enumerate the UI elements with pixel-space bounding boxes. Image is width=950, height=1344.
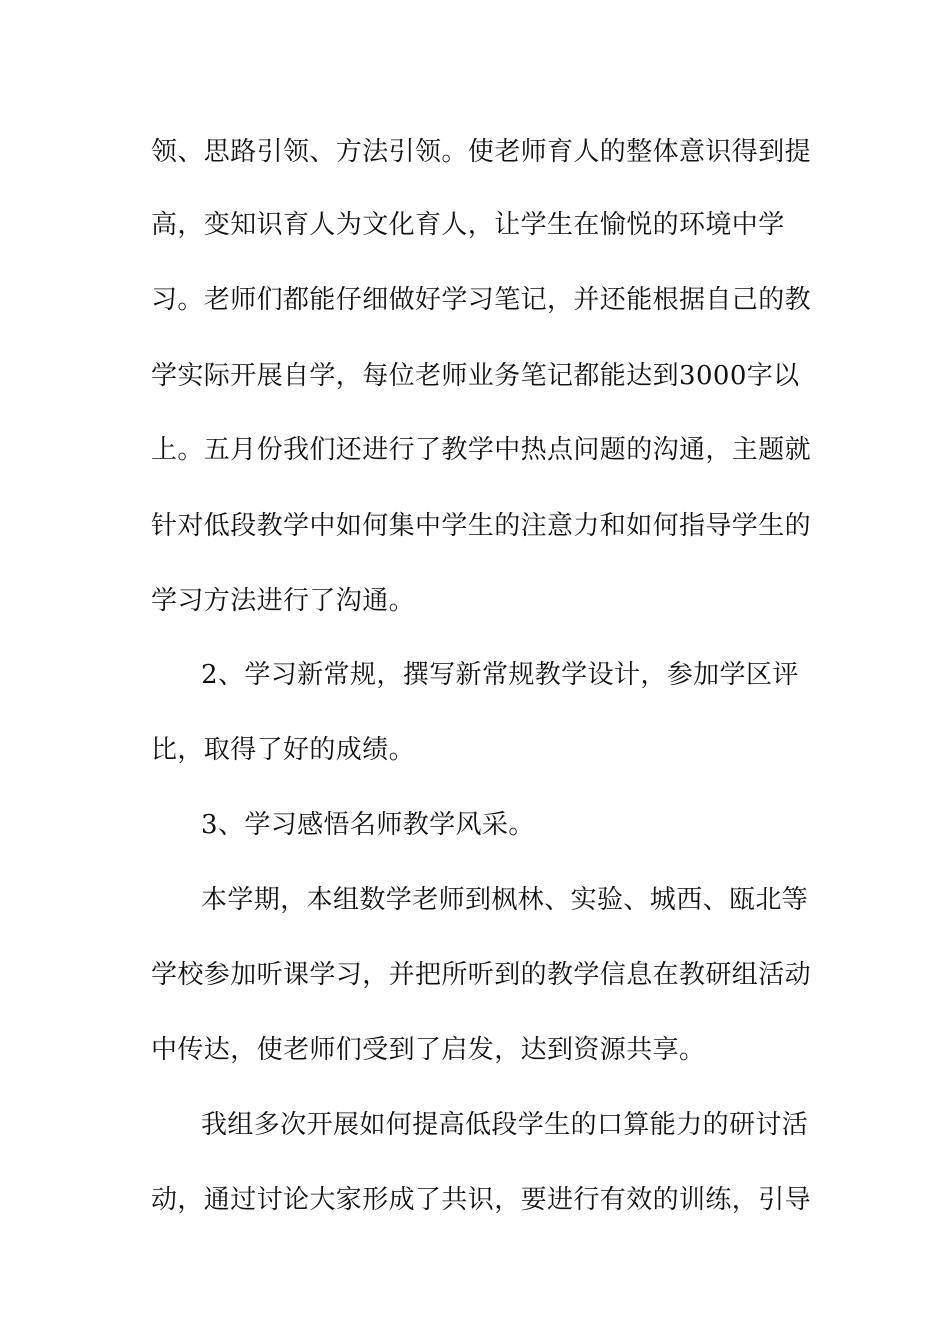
paragraph-first-line: 3、学习感悟名师教学风采。 (201, 810, 535, 840)
text-line: 针对低段教学中如何集中学生的注意力和如何指导学生的 (151, 511, 812, 541)
text-line: 学习方法进行了沟通。 (151, 586, 416, 616)
text-line: 领、思路引领、方法引领。使老师育人的整体意识得到提 (151, 137, 812, 167)
text-line: 学校参加听课学习，并把所听到的教学信息在教研组活动 (151, 960, 812, 990)
text-line: 中传达，使老师们受到了启发，达到资源共享。 (151, 1035, 706, 1065)
text-line: 动，通过讨论大家形成了共识，要进行有效的训练，引导 (151, 1185, 812, 1215)
paragraph-first-line: 本学期，本组数学老师到枫林、实验、城西、瓯北等 (201, 885, 809, 915)
paragraph-first-line: 2、学习新常规，撰写新常规教学设计，参加学区评 (201, 660, 799, 690)
text-line: 上。五月份我们还进行了教学中热点问题的沟通，主题就 (151, 435, 812, 465)
text-line: 比，取得了好的成绩。 (151, 735, 416, 765)
text-line: 习。老师们都能仔细做好学习笔记，并还能根据自己的教 (151, 285, 812, 315)
text-line: 高，变知识育人为文化育人，让学生在愉悦的环境中学 (151, 210, 785, 240)
text-line: 学实际开展自学，每位老师业务笔记都能达到3000字以 (151, 361, 800, 391)
paragraph-first-line: 我组多次开展如何提高低段学生的口算能力的研讨活 (201, 1110, 809, 1140)
